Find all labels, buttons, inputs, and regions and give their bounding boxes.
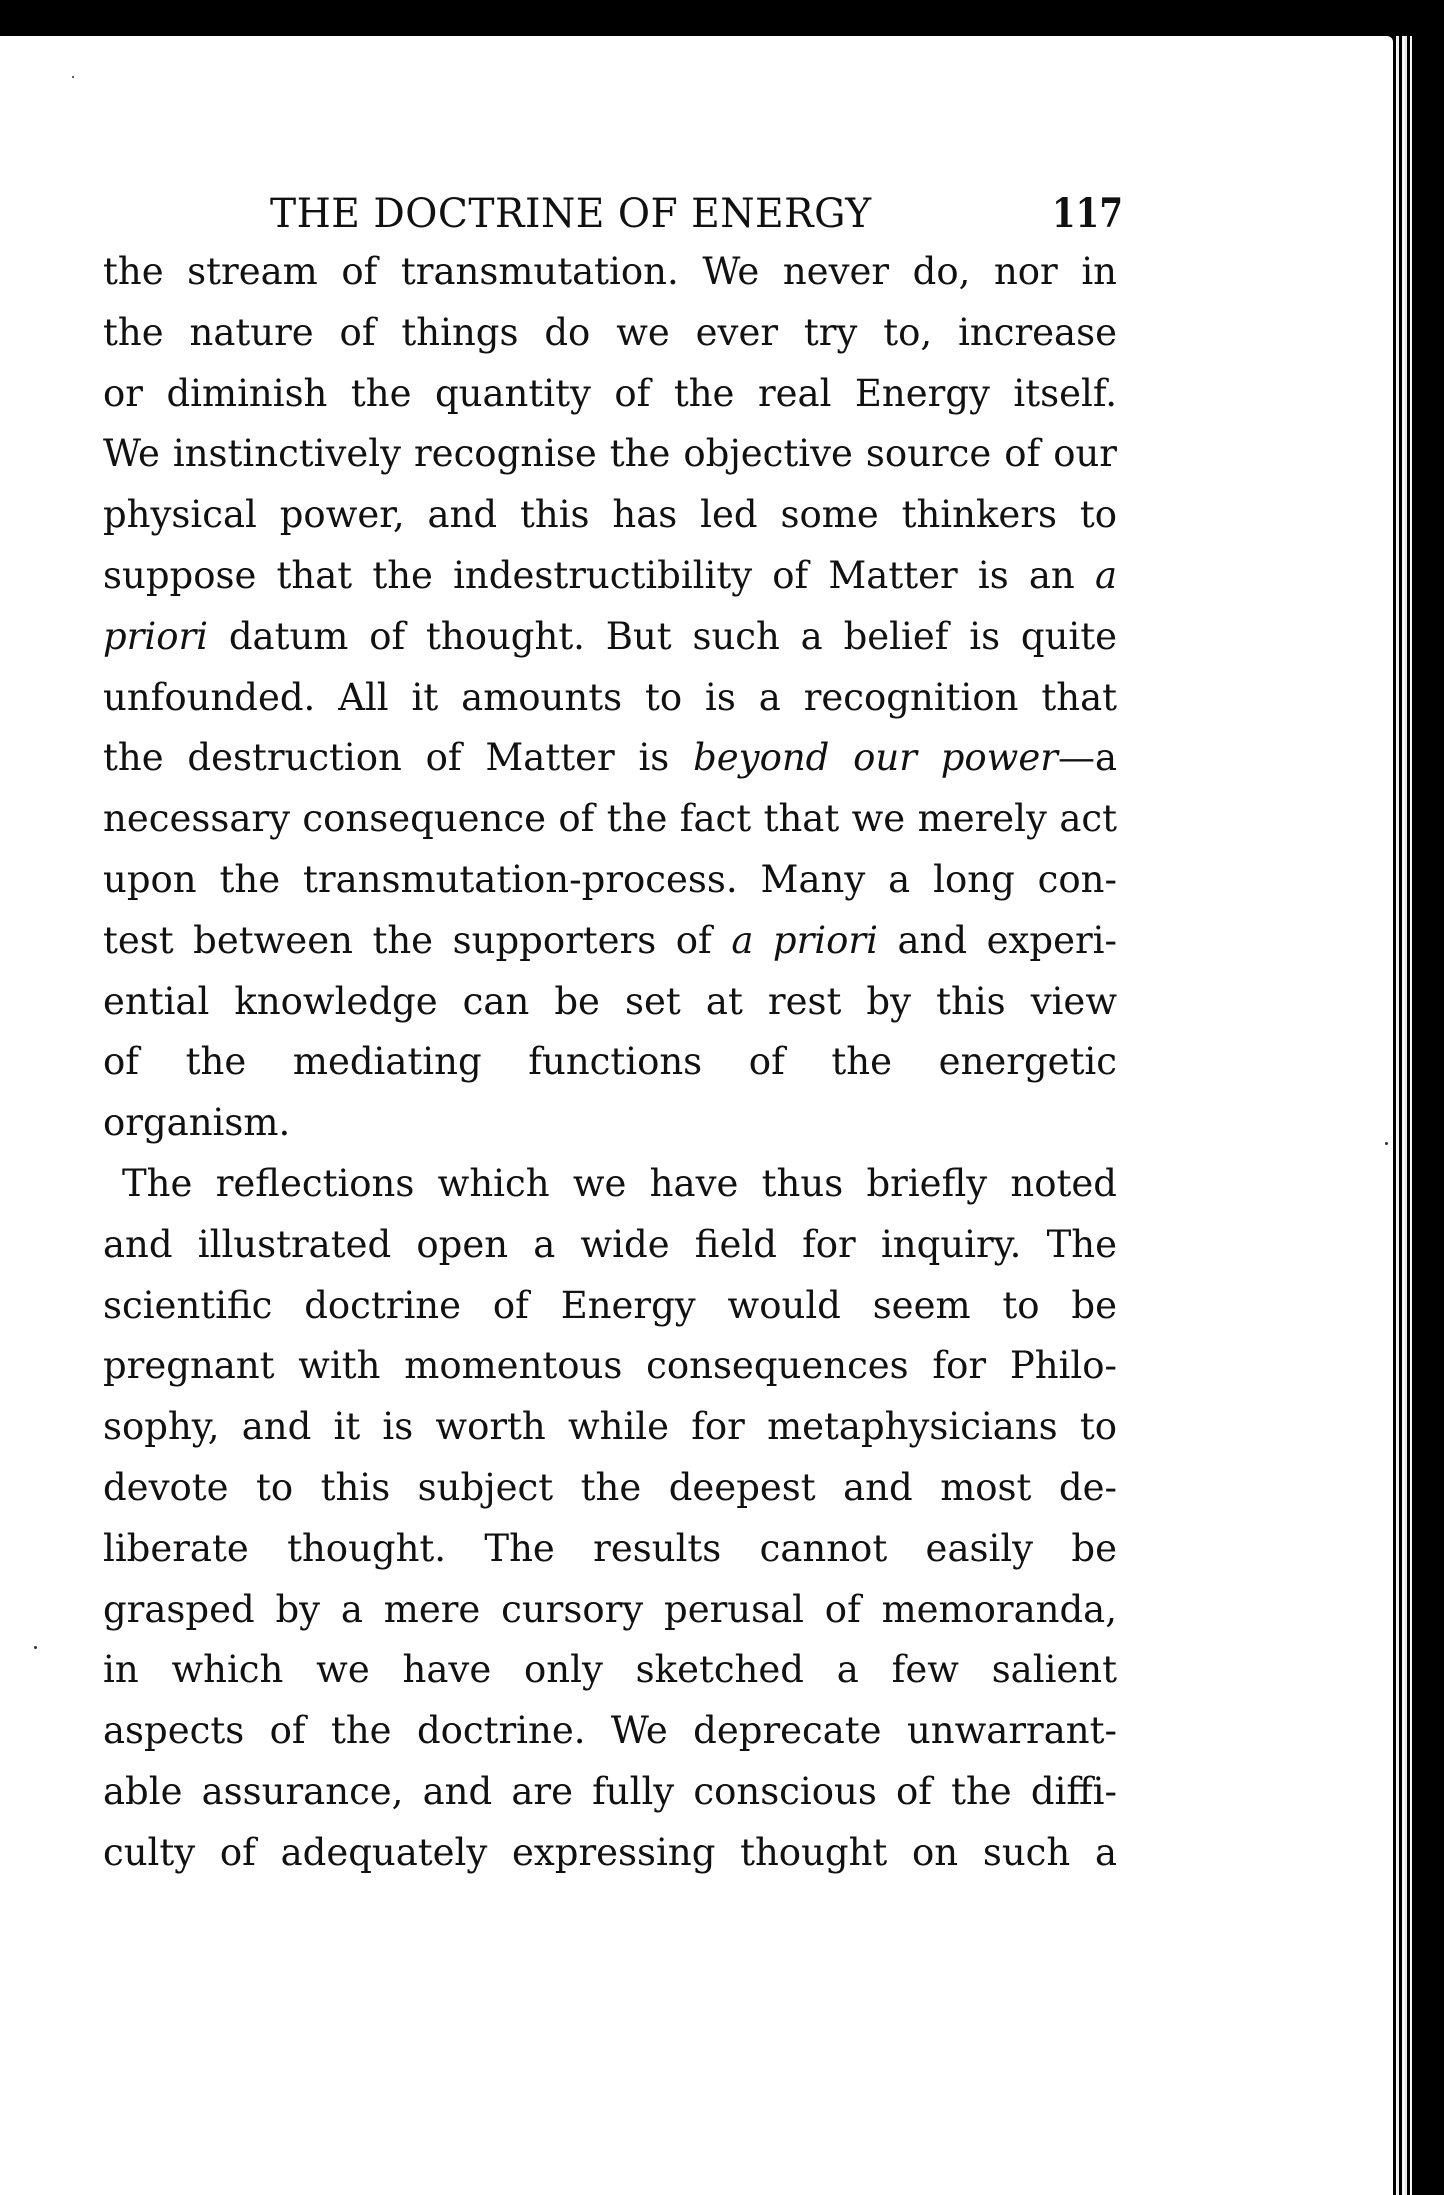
text-line: liberate thought. The results cannot easily be bbox=[103, 1527, 1117, 1570]
text-run: test between the supporters of bbox=[103, 919, 732, 962]
text-line: the stream of transmutation. We never do, nor in bbox=[103, 250, 1117, 293]
text-line: unfounded. All it amounts to is a recognition that bbox=[103, 676, 1117, 719]
text-run: —a bbox=[1057, 736, 1117, 779]
page-edge-stack bbox=[1393, 36, 1444, 2195]
page-header bbox=[0, 186, 1393, 246]
text-line: pregnant with momentous consequences for Philo- bbox=[103, 1344, 1117, 1387]
text-line: physical power, and this has led some thinkers to bbox=[103, 493, 1117, 536]
italic-text: priori bbox=[103, 615, 209, 658]
text-line: culty of adequately expressing thought on such a bbox=[103, 1831, 1117, 1874]
text-line: upon the transmutation-process. Many a long con- bbox=[103, 858, 1117, 901]
text-line: in which we have only sketched a few salient bbox=[103, 1648, 1117, 1691]
text-line: necessary consequence of the fact that we merely act bbox=[103, 797, 1117, 840]
text-line: and illustrated open a wide field for inquiry. The bbox=[103, 1223, 1117, 1266]
text-line: or diminish the quantity of the real Energy itself. bbox=[103, 372, 1117, 415]
page-number: 117 bbox=[1052, 190, 1123, 237]
text-line: We instinctively recognise the objective source of our bbox=[103, 432, 1117, 475]
text-run: the destruction of Matter is bbox=[103, 736, 694, 779]
scan-speck bbox=[34, 1646, 37, 1649]
text-line bbox=[103, 551, 1117, 601]
book-page bbox=[0, 36, 1393, 2195]
running-title: THE DOCTRINE OF ENERGY bbox=[270, 191, 872, 237]
text-run: datum of thought. But such a belief is quite bbox=[208, 615, 1117, 658]
text-line bbox=[103, 916, 1117, 966]
text-line: scientific doctrine of Energy would seem to be bbox=[103, 1284, 1117, 1327]
text-line: the nature of things do we ever try to, increase bbox=[103, 311, 1117, 354]
text-line: grasped by a mere cursory perusal of memoranda, bbox=[103, 1588, 1117, 1631]
text-run: suppose that the indestructibility of Matter is an bbox=[103, 554, 1095, 597]
text-line: of the mediating functions of the energetic bbox=[103, 1040, 1117, 1083]
scan-speck bbox=[72, 76, 74, 78]
text-line: organism. bbox=[103, 1101, 291, 1144]
italic-text: beyond our power bbox=[693, 736, 1058, 779]
text-line bbox=[103, 612, 1117, 662]
text-line: The reflections which we have thus briefly noted bbox=[122, 1162, 1117, 1205]
scan-top-border bbox=[0, 0, 1444, 37]
text-line: devote to this subject the deepest and most de- bbox=[103, 1466, 1117, 1509]
text-line: able assurance, and are fully conscious of the diffi- bbox=[103, 1770, 1117, 1813]
text-run: and experi- bbox=[877, 919, 1117, 962]
italic-text: a bbox=[1094, 554, 1117, 597]
text-line: sophy, and it is worth while for metaphysicians to bbox=[103, 1405, 1117, 1448]
italic-text: a priori bbox=[731, 919, 878, 962]
text-line: ential knowledge can be set at rest by this view bbox=[103, 980, 1117, 1023]
text-line: aspects of the doctrine. We deprecate unwarrant- bbox=[103, 1709, 1117, 1752]
text-line bbox=[103, 733, 1117, 783]
scan-speck bbox=[1385, 1142, 1388, 1145]
